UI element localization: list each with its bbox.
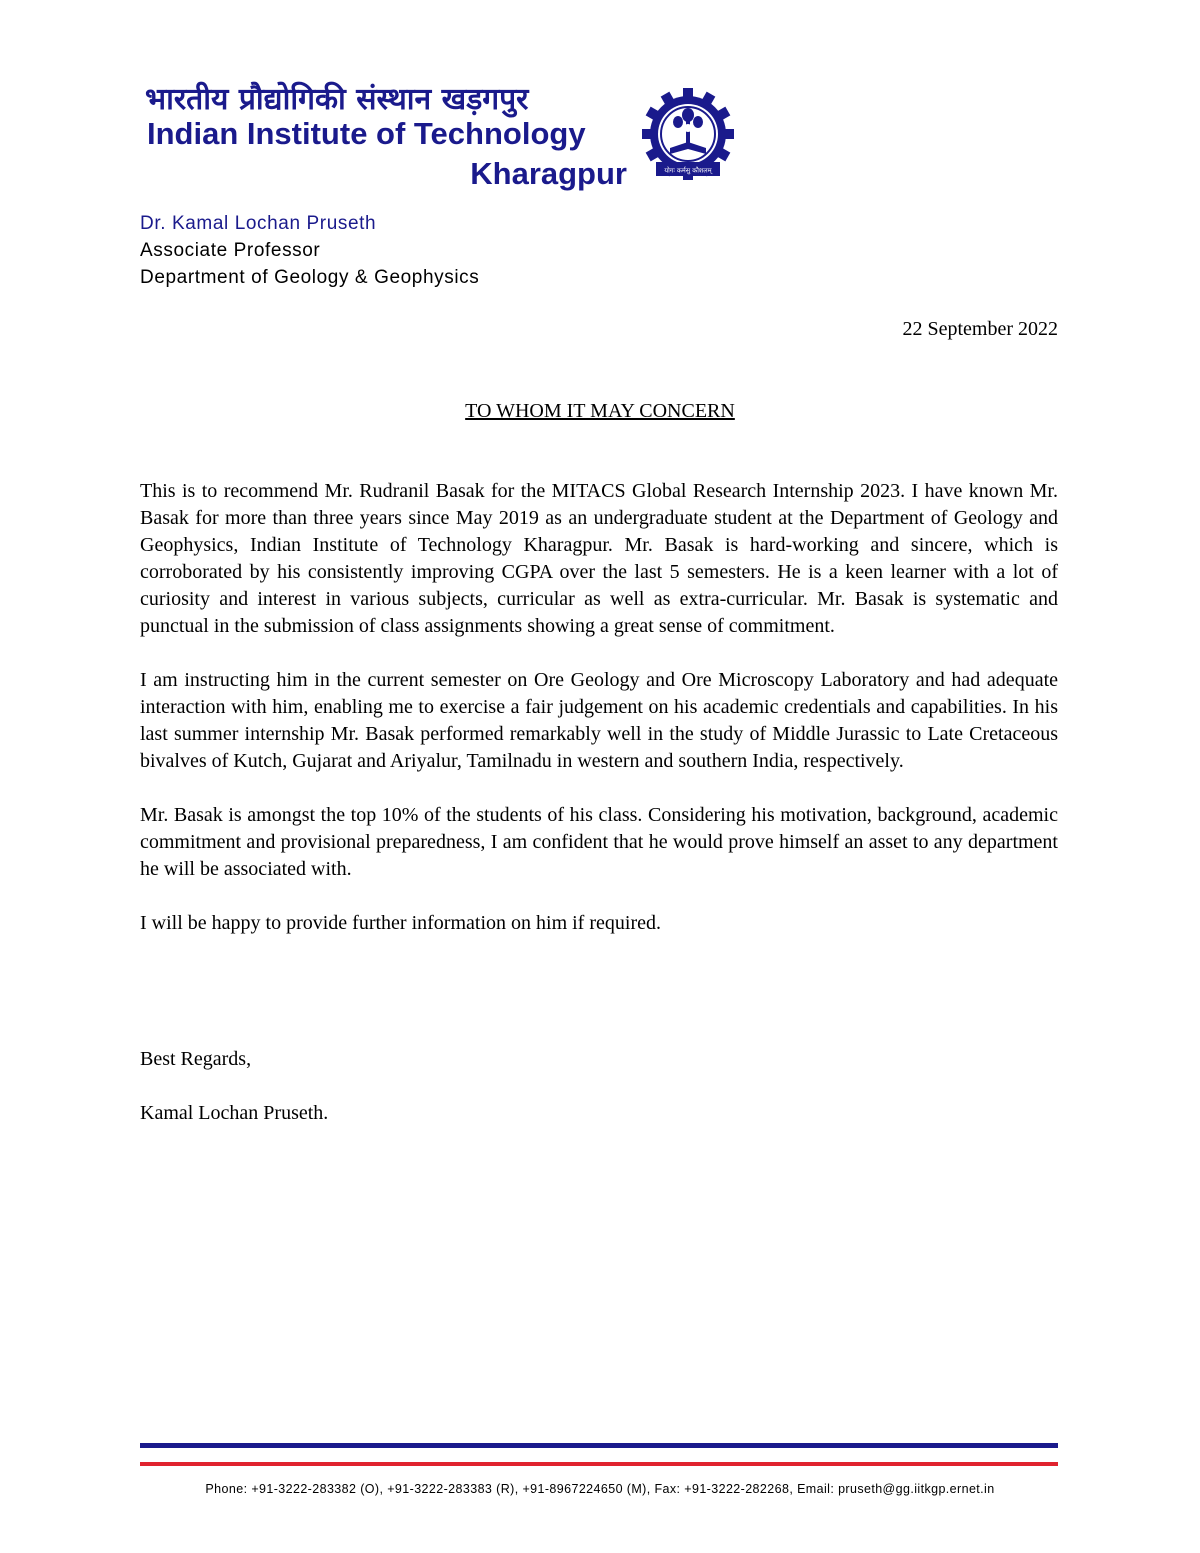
body-paragraph: This is to recommend Mr. Rudranil Basak for the MITACS Global Research Internship 2023. I have known Mr. Basak for more than three years since May 2019 as an undergraduate student at the Department of Geology and Geophysics, Indian Institute of Technology Kharagpur. Mr. Basak is hard-working and sincere, which is corroborated by his consistently improving CGPA over the last 5 semesters. He is a keen learner with a lot of curiosity and interest in various subjects, curricular as well as extra-curricular. Mr. Basak is systematic and punctual in the submission of class assignments showing a great sense of commitment.: [140, 480, 1058, 637]
closing-block: [140, 1046, 328, 1127]
sender-block: [140, 210, 479, 291]
sender-title: Associate Professor: [140, 240, 321, 261]
sender-department: Department of Geology & Geophysics: [140, 267, 480, 288]
signatory-name: Kamal Lochan Pruseth.: [140, 1102, 329, 1124]
logo-caption: योगः कर्मसु कौशलम्: [664, 166, 712, 175]
letter-subject: [0, 398, 1200, 424]
body-paragraph: I will be happy to provide further information on him if required.: [140, 912, 661, 934]
body-paragraph: I am instructing him in the current semester on Ore Geology and Ore Microscopy Laboratory and had adequate interaction with him, enabling me to exercise a fair judgement on his academic credentials and capabilities. In his last summer internship Mr. Basak performed remarkably well in the study of Middle Jurassic to Late Cretaceous bivalves of Kutch, Gujarat and Ariyalur, Tamilnadu in western and southern India, respectively.: [140, 669, 1058, 772]
institute-name-english: Indian Institute of Technology: [147, 116, 586, 151]
letter-date: 22 September 2022: [902, 318, 1058, 340]
letter-body: [140, 478, 1058, 964]
closing-salutation: Best Regards,: [140, 1048, 252, 1070]
footer-rule-blue: [140, 1443, 1058, 1448]
institute-city: Kharagpur: [470, 156, 627, 191]
footer-rule-red: [140, 1462, 1058, 1466]
sender-name: Dr. Kamal Lochan Pruseth: [140, 213, 377, 234]
iit-kharagpur-logo-icon: [636, 82, 740, 188]
institute-name-hindi: भारतीय प्रौद्योगिकी संस्थान खड़गपुर: [145, 82, 529, 117]
body-paragraph: Mr. Basak is amongst the top 10% of the students of his class. Considering his motivation, background, academic commitment and provisional preparedness, I am confident that he would prove himself an asset to any department he will be associated with.: [140, 804, 1058, 880]
footer-contact-info: Phone: +91-3222-283382 (O), +91-3222-283383 (R), +91-8967224650 (M), Fax: +91-3222-282268, Email: pruseth@gg.iitkgp.ernet.in: [205, 1482, 995, 1496]
subject-text: TO WHOM IT MAY CONCERN: [465, 400, 735, 422]
